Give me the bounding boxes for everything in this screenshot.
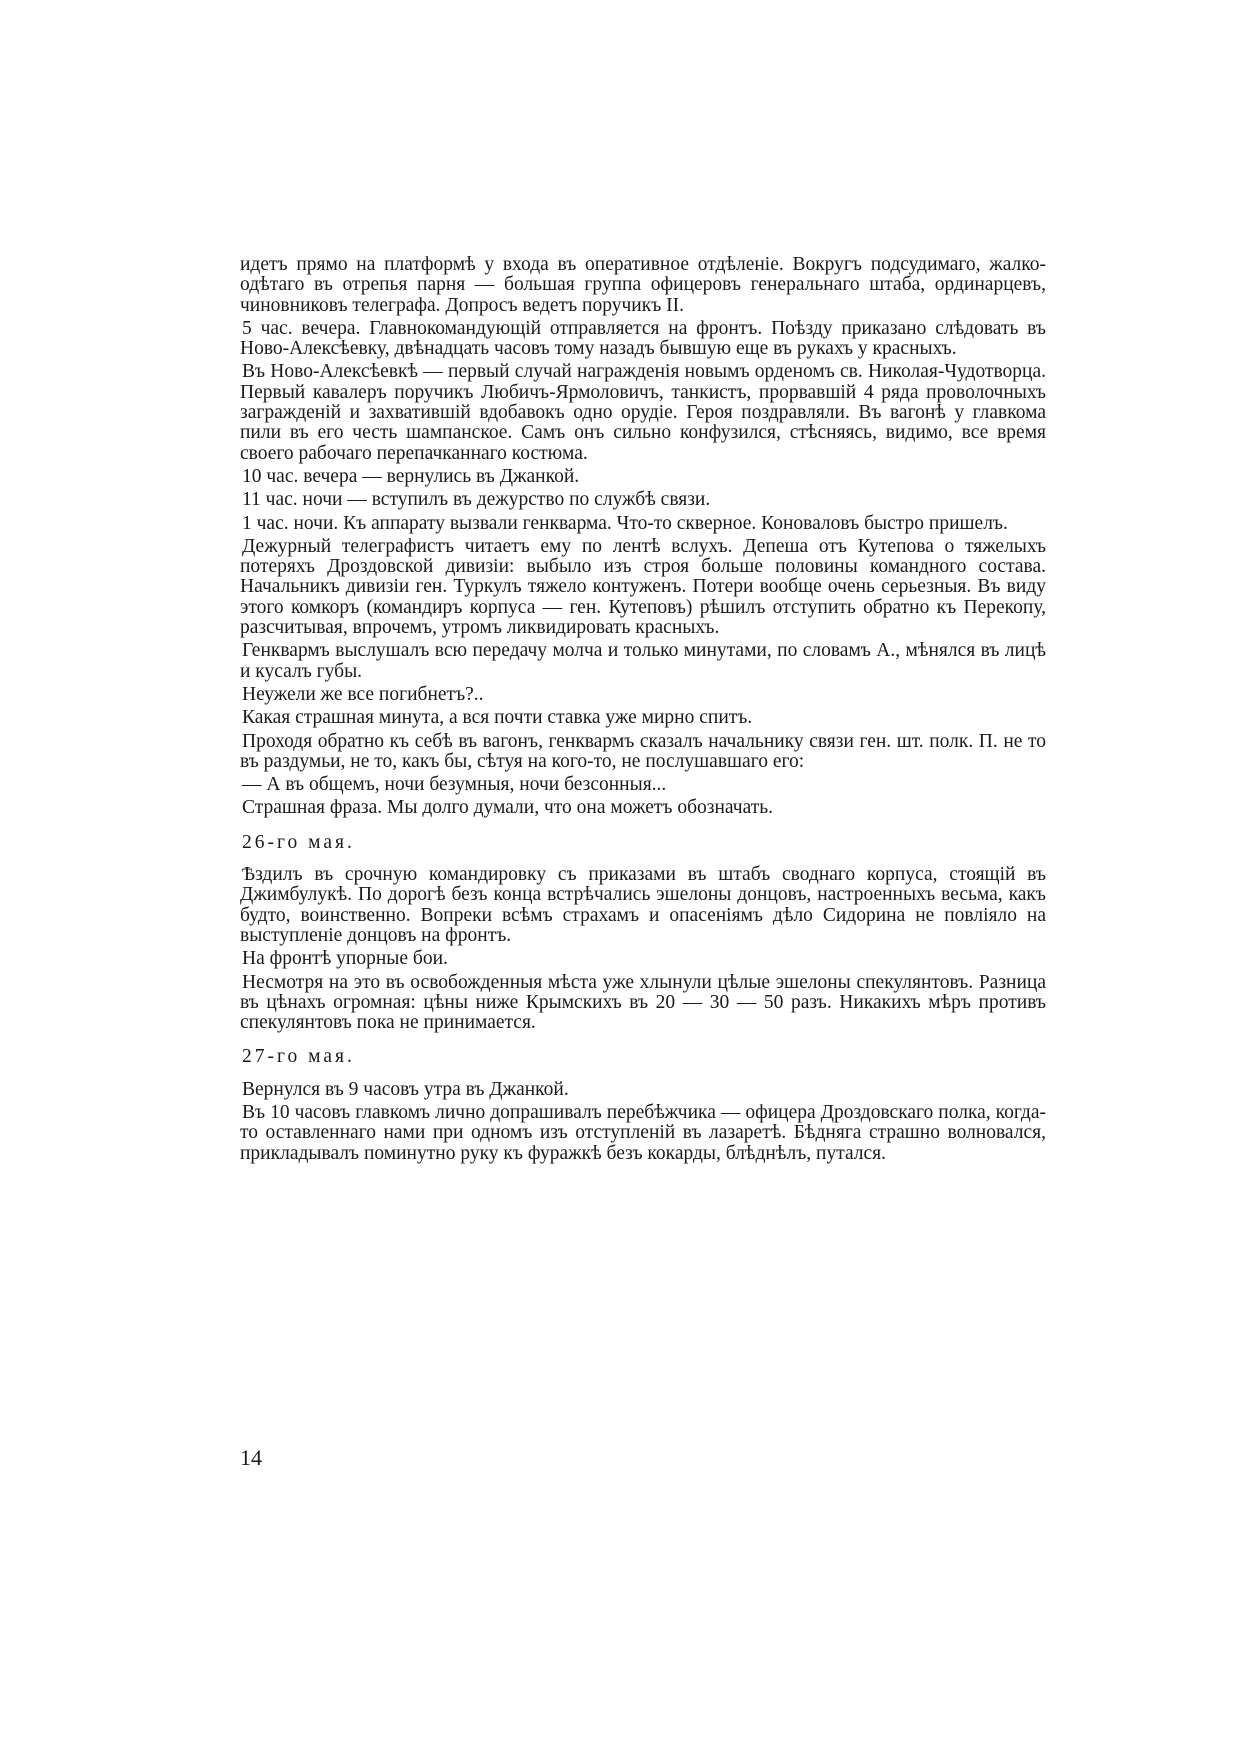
paragraph: — А въ общемъ, ночи безумныя, ночи безсонныя... bbox=[242, 774, 667, 796]
paragraph: На фронтѣ упорные бои. bbox=[242, 948, 448, 970]
paragraph: Проходя обратно къ себѣ въ вагонъ, генквармъ сказалъ начальнику связи ген. шт. полк. П. не то въ раздумьи, не то, какъ бы, сѣтуя на кого-то, не послушавшаго его: bbox=[240, 730, 1046, 772]
page-body bbox=[240, 255, 1046, 1167]
paragraph: Генквармъ выслушалъ всю передачу молча и только минутами, по словамъ А., мѣнялся въ лицѣ и кусалъ губы. bbox=[240, 640, 1046, 682]
paragraph: Страшная фраза. Мы долго думали, что она можетъ обозначать. bbox=[242, 797, 774, 819]
page-number: 14 bbox=[240, 1445, 262, 1470]
date-heading: 26-го мая. bbox=[242, 831, 355, 853]
date-heading: 27-го мая. bbox=[242, 1046, 355, 1068]
paragraph: Несмотря на это въ освобожденныя мѣста уже хлынули цѣлые эшелоны спекулянтовъ. Разница въ цѣнахъ огромная: цѣны ниже Крымскихъ въ 20 — 30 — 50 разъ. Никакихъ мѣръ противъ спекулянтовъ пока не принимается. bbox=[240, 971, 1046, 1034]
paragraph: 11 час. ночи — вступилъ въ дежурство по службѣ связи. bbox=[242, 489, 711, 511]
paragraph: Въ 10 часовъ главкомъ лично допрашивалъ перебѣжчика — офицера Дроздовскаго полка, когда-то оставленнаго нами при одномъ изъ отступленій въ лазаретѣ. Бѣдняга страшно волновался, прикладывалъ поминутно руку къ фуражкѣ безъ кокарды, блѣднѣлъ, путался. bbox=[240, 1101, 1046, 1164]
paragraph: Дежурный телеграфистъ читаетъ ему по лентѣ вслухъ. Депеша отъ Кутепова о тяжелыхъ потеряхъ Дроздовской дивизіи: выбыло изъ строя больше половины командного состава. Начальникъ дивизіи ген. Туркулъ тяжело контуженъ. Потери вообще очень серьезныя. Въ виду этого комкоръ (командиръ корпуса — ген. Кутеповъ) рѣшилъ отступить обратно къ Перекопу, разсчитывая, впрочемъ, утромъ ликвидировать красныхъ. bbox=[240, 535, 1046, 639]
paragraph: Какая страшная минута, а вся почти ставка уже мирно спитъ. bbox=[242, 707, 753, 729]
paragraph: идетъ прямо на платформѣ у входа въ оперативное отдѣленіе. Вокругъ подсудимаго, жалко-одѣтаго въ отрепья парня — большая группа офицеровъ генеральнаго штаба, ординарцевъ, чиновниковъ телеграфа. Допросъ ведетъ поручикъ II. bbox=[240, 254, 1046, 316]
paragraph: Въ Ново-Алексѣевкѣ — первый случай награжденія новымъ орденомъ св. Николая-Чудотворца. Первый кавалеръ поручикъ Любичъ-Ярмоловичъ, танкистъ, прорвавшій 4 ряда проволочныхъ загражденій и захватившій вдобавокъ одно орудіе. Героя поздравляли. Въ вагонѣ у главкома пили въ его честь шампанское. Самъ онъ сильно конфузился, стѣсняясь, видимо, все время своего рабочаго перепачканнаго костюма. bbox=[240, 361, 1046, 464]
paragraph: 10 час. вечера — вернулись въ Джанкой. bbox=[242, 465, 580, 487]
paragraph: 1 час. ночи. Къ аппарату вызвали генкварма. Что-то скверное. Коноваловъ быстро пришелъ. bbox=[242, 512, 1008, 534]
paragraph: Ѣздилъ въ срочную командировку съ приказами въ штабъ своднаго корпуса, стоящій въ Джимбулукѣ. По дорогѣ безъ конца встрѣчались эшелоны донцовъ, настроенныхъ весьма, какъ будто, воинственно. Вопреки всѣмъ страхамъ и опасеніямъ дѣло Сидорина не повліяло на выступленіе донцовъ на фронтъ. bbox=[240, 864, 1046, 946]
paragraph: Неужели же все погибнетъ?.. bbox=[242, 683, 484, 705]
paragraph: 5 час. вечера. Главнокомандующій отправляется на фронтъ. Поѣзду приказано слѣдовать въ Ново-Алексѣевку, двѣнадцать часовъ тому назадъ бывшую еще въ рукахъ у красныхъ. bbox=[240, 317, 1046, 360]
paragraph: Вернулся въ 9 часовъ утра въ Джанкой. bbox=[242, 1078, 569, 1100]
